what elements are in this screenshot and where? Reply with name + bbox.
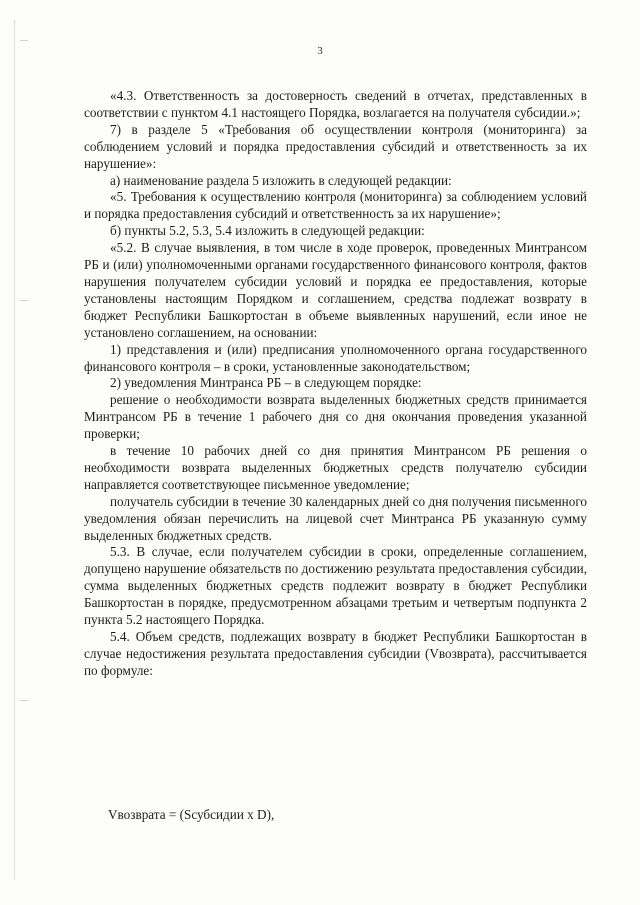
- paragraph-transfer: получатель субсидии в течение 30 календарных дней со дня получения письменного уведомления обязан перечислить на лицевой счет Минтранса РБ указанную сумму выделенных бюджетных средств.: [84, 493, 587, 543]
- page-number: 3: [317, 45, 323, 57]
- paragraph-item-b: б) пункты 5.2, 5.3, 5.4 изложить в следующей редакции:: [110, 223, 425, 239]
- paragraph-5-4: 5.4. Объем средств, подлежащих возврату в бюджет Республики Башкортостан в случае недостижения результата предоставления субсидии (Vвозврата), рассчитывается по формуле:: [84, 629, 587, 678]
- paragraph-5-3: 5.3. В случае, если получателем субсидии в сроки, определенные соглашением, допущено нарушение обязательств по достижению результата предоставления субсидии, сумма выделенных бюджетных средств подлежит возврату в бюджет Республики Башкортостан в порядке, предусмотренном абзацами третьим и четвертым подпункта 2 пункта 5.2 настоящего Порядка.: [84, 544, 587, 628]
- paragraph-item-a: а) наименование раздела 5 изложить в следующей редакции:: [110, 172, 452, 188]
- paragraph-5-2: «5.2. В случае выявления, в том числе в ходе проверок, проведенных Минтрансом РБ и (или) уполномоченными органами государственного финансового контроля, фактов нарушения получателем субсидии условий и порядка ее предоставления, которые установлены настоящим Порядком и соглашением, средства подлежат возврату в бюджет Республики Башкортостан в объеме выявленных нарушений, если иное не установлено соглашением, на основании:: [84, 240, 587, 340]
- document-body: [84, 88, 587, 680]
- paragraph-section-5-title: «5. Требования к осуществлению контроля (мониторинга) за соблюдением условий и порядка предоставления субсидий и ответственность за их нарушение»;: [84, 189, 587, 222]
- paragraph-5-2-sub-1: 1) представления и (или) предписания уполномоченного органа государственного финансового контроля – в сроки, установленные законодательством;: [84, 341, 587, 374]
- formula: Vвозврата = (Sсубсидии x D),: [108, 807, 275, 822]
- paragraph-5-2-sub-2: 2) уведомления Минтранса РБ – в следующем порядке:: [110, 375, 422, 391]
- scan-binding-edge: [14, 20, 15, 880]
- scan-mark: [20, 700, 28, 701]
- scan-mark: [20, 300, 28, 301]
- scan-mark: [20, 40, 28, 41]
- paragraph-notification: в течение 10 рабочих дней со дня принятия Минтрансом РБ решения о необходимости возврата выделенных бюджетных средств получателю субсидии направляется соответствующее письменное уведомление;: [84, 443, 587, 492]
- paragraph-decision: решение о необходимости возврата выделенных бюджетных средств принимается Минтрансом РБ в течение 1 рабочего дня со дня окончания проведения указанной проверки;: [84, 392, 587, 442]
- paragraph-4-3: «4.3. Ответственность за достоверность сведений в отчетах, представленных в соответствии с пунктом 4.1 настоящего Порядка, возлагается на получателя субсидии.»;: [84, 88, 587, 120]
- paragraph-item-7: 7) в разделе 5 «Требования об осуществлении контроля (мониторинга) за соблюдением условий и порядка предоставления субсидий и ответственность за их нарушение»:: [84, 121, 587, 171]
